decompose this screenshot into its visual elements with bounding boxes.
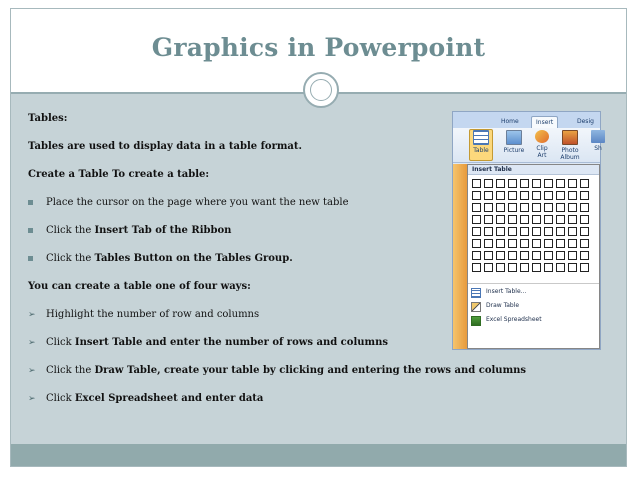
- table-grid-cell[interactable]: [472, 203, 481, 212]
- excel-spreadsheet-menu-item[interactable]: Excel Spreadsheet: [468, 314, 599, 326]
- table-grid-cell[interactable]: [568, 227, 577, 236]
- table-grid-cell[interactable]: [568, 251, 577, 260]
- table-icon: [473, 130, 489, 145]
- table-grid-cell[interactable]: [472, 215, 481, 224]
- table-grid-cell[interactable]: [532, 179, 541, 188]
- table-grid-cell[interactable]: [556, 227, 565, 236]
- tab-design[interactable]: Desig: [577, 118, 594, 125]
- table-grid-cell[interactable]: [544, 179, 553, 188]
- table-grid-cell[interactable]: [580, 251, 589, 260]
- ribbon-tabs: [453, 112, 600, 128]
- table-grid-cell[interactable]: [520, 191, 529, 200]
- table-grid-cell[interactable]: [544, 263, 553, 272]
- table-grid-cell[interactable]: [544, 239, 553, 248]
- table-grid-cell[interactable]: [472, 263, 481, 272]
- table-grid-cell[interactable]: [520, 203, 529, 212]
- table-grid-cell[interactable]: [508, 215, 517, 224]
- table-grid-cell[interactable]: [532, 203, 541, 212]
- table-grid-cell[interactable]: [556, 239, 565, 248]
- table-grid-cell[interactable]: [496, 203, 505, 212]
- table-grid-cell[interactable]: [556, 215, 565, 224]
- table-grid-cell[interactable]: [484, 179, 493, 188]
- table-grid-cell[interactable]: [568, 179, 577, 188]
- insert-table-icon: [471, 288, 481, 298]
- table-grid-cell[interactable]: [520, 179, 529, 188]
- table-grid-cell[interactable]: [556, 191, 565, 200]
- tables-heading: Tables:: [28, 113, 68, 124]
- tables-description: Tables are used to display data in a table format.: [28, 141, 303, 152]
- table-grid-cell[interactable]: [580, 227, 589, 236]
- table-grid-cell[interactable]: [484, 191, 493, 200]
- table-grid-cell[interactable]: [472, 191, 481, 200]
- arrow-bullet-icon: ➢: [28, 310, 36, 320]
- table-grid-cell[interactable]: [508, 191, 517, 200]
- table-grid-cell[interactable]: [568, 239, 577, 248]
- table-grid-cell[interactable]: [580, 263, 589, 272]
- table-grid-cell[interactable]: [532, 227, 541, 236]
- ways-heading: You can create a table one of four ways:: [28, 281, 251, 292]
- table-grid-cell[interactable]: [568, 215, 577, 224]
- shapes-icon: [591, 130, 605, 143]
- table-grid-cell[interactable]: [496, 239, 505, 248]
- table-grid-cell[interactable]: [508, 203, 517, 212]
- table-grid-cell[interactable]: [544, 251, 553, 260]
- table-grid-cell[interactable]: [484, 263, 493, 272]
- table-grid-cell[interactable]: [520, 251, 529, 260]
- table-grid-cell[interactable]: [532, 263, 541, 272]
- table-grid-cell[interactable]: [520, 239, 529, 248]
- table-grid-cell[interactable]: [484, 203, 493, 212]
- ribbon-groups: [453, 128, 600, 163]
- table-grid-cell[interactable]: [532, 191, 541, 200]
- table-grid-cell[interactable]: [580, 239, 589, 248]
- table-grid-cell[interactable]: [544, 191, 553, 200]
- photo-album-icon: [562, 130, 578, 145]
- picture-button[interactable]: Picture: [503, 130, 525, 154]
- slide-thumbnail-strip: [453, 164, 467, 349]
- picture-icon: [506, 130, 522, 145]
- table-grid-cell[interactable]: [544, 215, 553, 224]
- table-grid-cell[interactable]: [484, 251, 493, 260]
- table-grid-cell[interactable]: [556, 251, 565, 260]
- draw-table-menu-item[interactable]: Draw Table: [468, 300, 599, 312]
- table-grid-cell[interactable]: [484, 239, 493, 248]
- table-grid-cell[interactable]: [496, 227, 505, 236]
- table-grid-cell[interactable]: [568, 191, 577, 200]
- table-grid-cell[interactable]: [496, 191, 505, 200]
- table-grid-cell[interactable]: [508, 227, 517, 236]
- divider-circle-ornament: [303, 72, 339, 108]
- dropdown-separator: [468, 283, 599, 284]
- create-heading: Create a Table To create a table:: [28, 169, 210, 180]
- table-grid-cell[interactable]: [580, 179, 589, 188]
- table-grid-cell[interactable]: [532, 239, 541, 248]
- table-grid-cell[interactable]: [580, 215, 589, 224]
- excel-icon: [471, 316, 481, 326]
- table-grid-cell[interactable]: [556, 263, 565, 272]
- arrow-bullet-icon: ➢: [28, 366, 36, 376]
- table-grid-cell[interactable]: [508, 179, 517, 188]
- table-grid-cell[interactable]: [472, 227, 481, 236]
- table-grid-cell[interactable]: [496, 215, 505, 224]
- table-grid-cell[interactable]: [520, 215, 529, 224]
- tab-insert[interactable]: Insert: [531, 116, 558, 129]
- insert-table-menu-item[interactable]: Insert Table...: [468, 286, 599, 298]
- clip-art-button[interactable]: Clip Art: [531, 130, 553, 159]
- dropdown-header: Insert Table: [468, 165, 599, 175]
- table-grid-cell[interactable]: [532, 251, 541, 260]
- table-grid-cell[interactable]: [508, 239, 517, 248]
- arrow-bullet-icon: ➢: [28, 394, 36, 404]
- table-grid-cell[interactable]: [508, 251, 517, 260]
- clipart-icon: [535, 130, 549, 143]
- table-grid-cell[interactable]: [472, 239, 481, 248]
- table-grid-cell[interactable]: [580, 191, 589, 200]
- insert-table-dropdown: [467, 164, 600, 349]
- table-grid-cell[interactable]: [520, 227, 529, 236]
- table-grid-cell[interactable]: [568, 203, 577, 212]
- slide: Graphics in Powerpoint Tables: Tables are used to display data in a table format. Create a Table To create a table: Place the cursor on the page where you want the new table Click the Insert Tab of the Ribbon Click the Tables Button on the Tables Group. You can create a table one of four ways: ➢ Highlight the number of row and columns ➢ Click Insert Table and enter the number of rows and columns ➢ Click the Draw Table, create your table by clicking and entering the rows and columns ➢ Click Excel Spreadsheet and enter data Home Insert Desig Table Picture Clip Art Photo Album Sh Insert Table Insert Table... Draw Table Excel Spreadsheet: [10, 8, 627, 467]
- slide-title: Graphics in Powerpoint: [151, 33, 486, 62]
- table-grid-cell[interactable]: [496, 263, 505, 272]
- arrow-bullet-icon: ➢: [28, 338, 36, 348]
- table-grid-cell[interactable]: [484, 215, 493, 224]
- table-grid-cell[interactable]: [532, 215, 541, 224]
- table-grid-cell[interactable]: [496, 251, 505, 260]
- ribbon-screenshot: [452, 111, 601, 350]
- photo-album-button[interactable]: Photo Album: [559, 130, 581, 161]
- bottom-bar: [11, 444, 626, 466]
- table-grid-cell[interactable]: [472, 179, 481, 188]
- table-grid-cell[interactable]: [484, 227, 493, 236]
- shapes-button[interactable]: Sh: [587, 130, 609, 152]
- tab-home[interactable]: Home: [501, 118, 519, 125]
- table-grid-cell[interactable]: [544, 203, 553, 212]
- draw-table-pencil-icon: [471, 302, 481, 312]
- table-grid-cell[interactable]: [556, 203, 565, 212]
- table-grid-cell[interactable]: [472, 251, 481, 260]
- table-button[interactable]: Table: [469, 129, 493, 161]
- table-grid-cell[interactable]: [580, 203, 589, 212]
- table-grid-cell[interactable]: [544, 227, 553, 236]
- table-grid-cell[interactable]: [508, 263, 517, 272]
- table-grid-cell[interactable]: [568, 263, 577, 272]
- table-grid-cell[interactable]: [496, 179, 505, 188]
- table-grid-cell[interactable]: [520, 263, 529, 272]
- table-grid-cell[interactable]: [556, 179, 565, 188]
